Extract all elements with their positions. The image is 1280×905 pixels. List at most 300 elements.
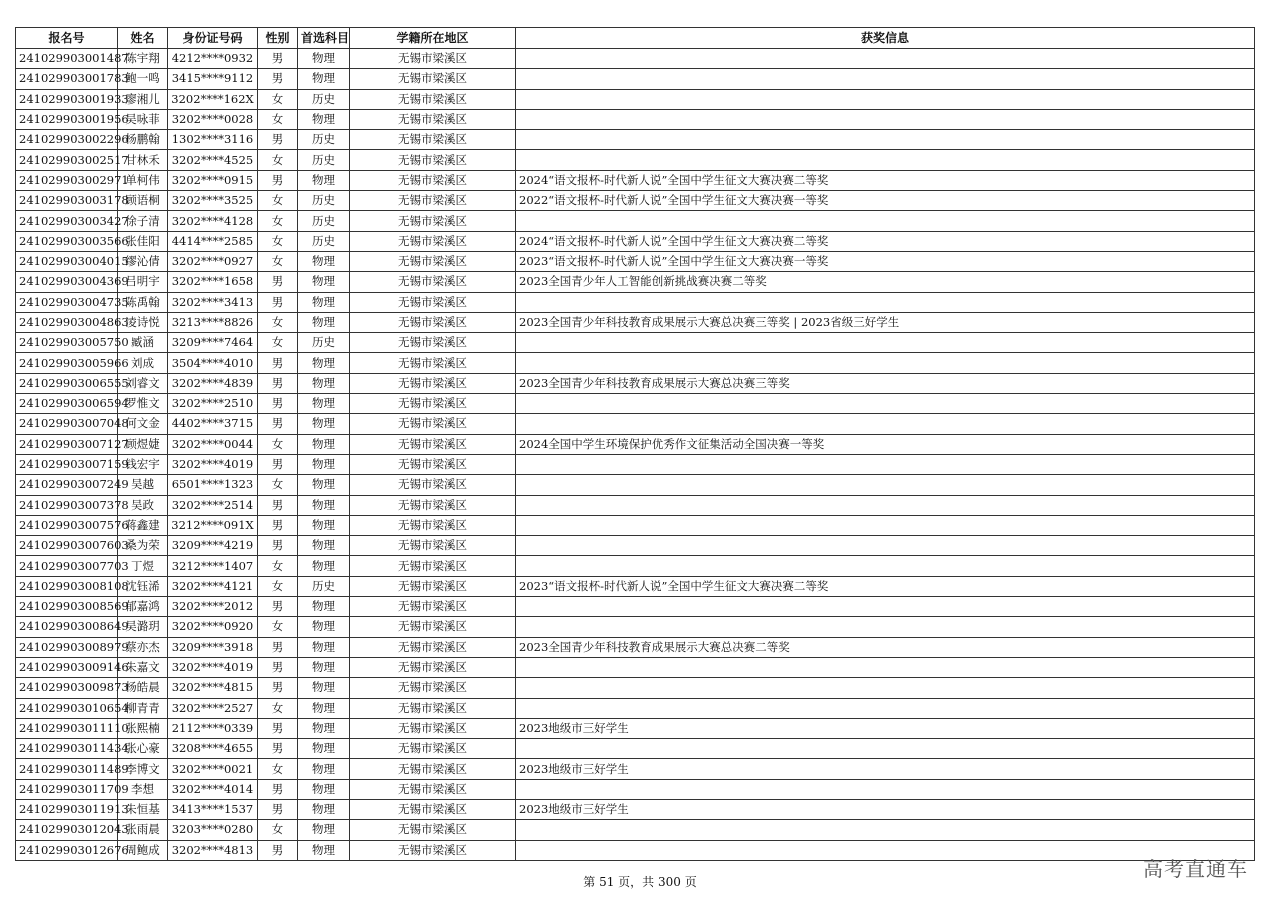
- cell-subject: 历史: [298, 89, 350, 109]
- cell-id-number: 6501****1323: [168, 475, 258, 495]
- table-row: [16, 434, 1255, 454]
- cell-region: 无锡市梁溪区: [350, 272, 516, 292]
- cell-gender: 女: [258, 191, 298, 211]
- cell-id-number: 3504****4010: [168, 353, 258, 373]
- cell-region: 无锡市梁溪区: [350, 89, 516, 109]
- cell-name: 蔡亦杰: [118, 637, 168, 657]
- header-region: 学籍所在地区: [350, 28, 516, 49]
- cell-name: 单柯伟: [118, 170, 168, 190]
- cell-awards: 2023全国青少年科技教育成果展示大赛总决赛三等奖 | 2023省级三好学生: [516, 312, 1255, 332]
- cell-awards: [516, 394, 1255, 414]
- cell-gender: 男: [258, 840, 298, 860]
- table-row: [16, 373, 1255, 393]
- cell-id-number: 2112****0339: [168, 718, 258, 738]
- cell-gender: 女: [258, 759, 298, 779]
- cell-subject: 物理: [298, 109, 350, 129]
- cell-awards: 2023“语文报杯-时代新人说”全国中学生征文大赛决赛二等奖: [516, 576, 1255, 596]
- cell-region: 无锡市梁溪区: [350, 840, 516, 860]
- cell-registration-no: 241029903008569: [16, 597, 118, 617]
- cell-name: 张心豪: [118, 739, 168, 759]
- cell-region: 无锡市梁溪区: [350, 779, 516, 799]
- table-row: [16, 109, 1255, 129]
- cell-region: 无锡市梁溪区: [350, 353, 516, 373]
- cell-subject: 物理: [298, 617, 350, 637]
- cell-name: 张佳阳: [118, 231, 168, 251]
- cell-name: 刘成: [118, 353, 168, 373]
- cell-subject: 物理: [298, 292, 350, 312]
- cell-region: 无锡市梁溪区: [350, 637, 516, 657]
- cell-registration-no: 241029903012676: [16, 840, 118, 860]
- cell-gender: 男: [258, 718, 298, 738]
- cell-id-number: 3213****8826: [168, 312, 258, 332]
- cell-name: 吴越: [118, 475, 168, 495]
- cell-gender: 女: [258, 475, 298, 495]
- cell-id-number: 4402****3715: [168, 414, 258, 434]
- cell-name: 罗惟文: [118, 394, 168, 414]
- header-registration-no: 报名号: [16, 28, 118, 49]
- cell-name: 周鲍成: [118, 840, 168, 860]
- cell-region: 无锡市梁溪区: [350, 312, 516, 332]
- cell-gender: 女: [258, 617, 298, 637]
- table-row: [16, 576, 1255, 596]
- cell-id-number: 3202****0920: [168, 617, 258, 637]
- cell-awards: [516, 69, 1255, 89]
- cell-id-number: 3202****4019: [168, 657, 258, 677]
- cell-name: 杨皓晨: [118, 678, 168, 698]
- cell-gender: 男: [258, 170, 298, 190]
- cell-name: 臧涵: [118, 333, 168, 353]
- cell-name: 凌诗悦: [118, 312, 168, 332]
- cell-name: 顾语桐: [118, 191, 168, 211]
- cell-gender: 女: [258, 556, 298, 576]
- cell-registration-no: 241029903004863: [16, 312, 118, 332]
- cell-id-number: 3202****4014: [168, 779, 258, 799]
- cell-id-number: 1302****3116: [168, 130, 258, 150]
- cell-awards: [516, 820, 1255, 840]
- cell-gender: 男: [258, 130, 298, 150]
- table-row: [16, 678, 1255, 698]
- cell-subject: 历史: [298, 211, 350, 231]
- table-row: [16, 312, 1255, 332]
- cell-awards: [516, 150, 1255, 170]
- table-row: [16, 799, 1255, 819]
- cell-registration-no: 241029903003427: [16, 211, 118, 231]
- cell-subject: 物理: [298, 394, 350, 414]
- cell-registration-no: 241029903006594: [16, 394, 118, 414]
- cell-gender: 男: [258, 799, 298, 819]
- cell-id-number: 3209****3918: [168, 637, 258, 657]
- cell-subject: 物理: [298, 495, 350, 515]
- cell-registration-no: 241029903009873: [16, 678, 118, 698]
- table-row: [16, 272, 1255, 292]
- table-row: [16, 617, 1255, 637]
- cell-gender: 男: [258, 69, 298, 89]
- cell-registration-no: 241029903003566: [16, 231, 118, 251]
- cell-registration-no: 241029903010654: [16, 698, 118, 718]
- cell-region: 无锡市梁溪区: [350, 597, 516, 617]
- cell-gender: 女: [258, 109, 298, 129]
- cell-gender: 女: [258, 150, 298, 170]
- cell-gender: 男: [258, 49, 298, 69]
- cell-name: 李博文: [118, 759, 168, 779]
- cell-subject: 物理: [298, 414, 350, 434]
- cell-awards: [516, 292, 1255, 312]
- table-row: [16, 515, 1255, 535]
- cell-name: 陈禹翰: [118, 292, 168, 312]
- cell-subject: 物理: [298, 373, 350, 393]
- cell-region: 无锡市梁溪区: [350, 475, 516, 495]
- cell-region: 无锡市梁溪区: [350, 170, 516, 190]
- cell-registration-no: 241029903008979: [16, 637, 118, 657]
- cell-name: 朱恒基: [118, 799, 168, 819]
- cell-id-number: 3202****4121: [168, 576, 258, 596]
- cell-name: 徐子清: [118, 211, 168, 231]
- cell-awards: [516, 49, 1255, 69]
- cell-subject: 物理: [298, 820, 350, 840]
- watermark-logo: 高考直通车: [1143, 857, 1248, 881]
- cell-awards: [516, 536, 1255, 556]
- table-row: [16, 191, 1255, 211]
- cell-name: 吴政: [118, 495, 168, 515]
- table-row: [16, 556, 1255, 576]
- cell-registration-no: 241029903008108: [16, 576, 118, 596]
- table-row: [16, 130, 1255, 150]
- cell-subject: 物理: [298, 49, 350, 69]
- cell-awards: 2024“语文报杯-时代新人说”全国中学生征文大赛决赛二等奖: [516, 231, 1255, 251]
- cell-registration-no: 241029903001487: [16, 49, 118, 69]
- cell-region: 无锡市梁溪区: [350, 454, 516, 474]
- cell-id-number: 3202****4839: [168, 373, 258, 393]
- cell-region: 无锡市梁溪区: [350, 109, 516, 129]
- cell-registration-no: 241029903008649: [16, 617, 118, 637]
- table-row: [16, 718, 1255, 738]
- cell-gender: 女: [258, 576, 298, 596]
- cell-region: 无锡市梁溪区: [350, 333, 516, 353]
- cell-name: 吴咏菲: [118, 109, 168, 129]
- header-awards: 获奖信息: [516, 28, 1255, 49]
- cell-awards: 2023“语文报杯-时代新人说”全国中学生征文大赛决赛一等奖: [516, 251, 1255, 271]
- table-row: [16, 840, 1255, 860]
- cell-awards: 2023全国青少年人工智能创新挑战赛决赛二等奖: [516, 272, 1255, 292]
- table-row: [16, 251, 1255, 271]
- cell-subject: 物理: [298, 739, 350, 759]
- cell-name: 张雨晨: [118, 820, 168, 840]
- cell-id-number: 3202****4815: [168, 678, 258, 698]
- cell-registration-no: 241029903011110: [16, 718, 118, 738]
- cell-registration-no: 241029903007159: [16, 454, 118, 474]
- cell-subject: 物理: [298, 779, 350, 799]
- table-row: [16, 89, 1255, 109]
- table-row: [16, 49, 1255, 69]
- cell-registration-no: 241029903004735: [16, 292, 118, 312]
- cell-subject: 物理: [298, 698, 350, 718]
- cell-subject: 物理: [298, 657, 350, 677]
- cell-awards: [516, 495, 1255, 515]
- cell-registration-no: 241029903006555: [16, 373, 118, 393]
- cell-registration-no: 241029903011913: [16, 799, 118, 819]
- header-row: [16, 28, 1255, 49]
- cell-subject: 物理: [298, 799, 350, 819]
- cell-name: 杨鹏翰: [118, 130, 168, 150]
- cell-name: 吴潞玥: [118, 617, 168, 637]
- cell-gender: 男: [258, 597, 298, 617]
- cell-id-number: 3209****4219: [168, 536, 258, 556]
- cell-registration-no: 241029903007127: [16, 434, 118, 454]
- cell-id-number: 3202****0927: [168, 251, 258, 271]
- cell-id-number: 3202****0028: [168, 109, 258, 129]
- cell-region: 无锡市梁溪区: [350, 251, 516, 271]
- cell-gender: 女: [258, 231, 298, 251]
- cell-gender: 男: [258, 536, 298, 556]
- cell-region: 无锡市梁溪区: [350, 698, 516, 718]
- cell-gender: 男: [258, 779, 298, 799]
- cell-awards: [516, 89, 1255, 109]
- cell-name: 沈钰浠: [118, 576, 168, 596]
- cell-registration-no: 241029903007703: [16, 556, 118, 576]
- cell-subject: 历史: [298, 231, 350, 251]
- cell-registration-no: 241029903007576: [16, 515, 118, 535]
- cell-id-number: 3202****2527: [168, 698, 258, 718]
- cell-id-number: 3202****3525: [168, 191, 258, 211]
- cell-id-number: 3202****4128: [168, 211, 258, 231]
- cell-gender: 男: [258, 394, 298, 414]
- cell-region: 无锡市梁溪区: [350, 130, 516, 150]
- cell-id-number: 3202****2514: [168, 495, 258, 515]
- cell-region: 无锡市梁溪区: [350, 536, 516, 556]
- cell-region: 无锡市梁溪区: [350, 191, 516, 211]
- cell-region: 无锡市梁溪区: [350, 678, 516, 698]
- cell-subject: 物理: [298, 597, 350, 617]
- table-row: [16, 454, 1255, 474]
- cell-gender: 女: [258, 312, 298, 332]
- cell-subject: 物理: [298, 272, 350, 292]
- cell-registration-no: 241029903004369: [16, 272, 118, 292]
- cell-gender: 男: [258, 515, 298, 535]
- cell-gender: 男: [258, 739, 298, 759]
- cell-name: 甘林禾: [118, 150, 168, 170]
- cell-gender: 男: [258, 657, 298, 677]
- cell-awards: 2023全国青少年科技教育成果展示大赛总决赛三等奖: [516, 373, 1255, 393]
- cell-awards: 2023地级市三好学生: [516, 799, 1255, 819]
- table-row: [16, 495, 1255, 515]
- cell-subject: 物理: [298, 475, 350, 495]
- cell-gender: 男: [258, 678, 298, 698]
- cell-subject: 物理: [298, 637, 350, 657]
- cell-name: 缪沁倩: [118, 251, 168, 271]
- cell-name: 吕明宇: [118, 272, 168, 292]
- cell-region: 无锡市梁溪区: [350, 515, 516, 535]
- cell-region: 无锡市梁溪区: [350, 556, 516, 576]
- cell-gender: 男: [258, 637, 298, 657]
- cell-name: 李想: [118, 779, 168, 799]
- cell-region: 无锡市梁溪区: [350, 49, 516, 69]
- cell-region: 无锡市梁溪区: [350, 759, 516, 779]
- cell-registration-no: 241029903005750: [16, 333, 118, 353]
- cell-id-number: 3202****4525: [168, 150, 258, 170]
- cell-awards: [516, 657, 1255, 677]
- cell-awards: [516, 109, 1255, 129]
- cell-awards: [516, 739, 1255, 759]
- cell-region: 无锡市梁溪区: [350, 495, 516, 515]
- cell-region: 无锡市梁溪区: [350, 657, 516, 677]
- cell-gender: 女: [258, 333, 298, 353]
- cell-subject: 物理: [298, 515, 350, 535]
- cell-gender: 男: [258, 292, 298, 312]
- cell-gender: 男: [258, 373, 298, 393]
- cell-awards: [516, 353, 1255, 373]
- cell-id-number: 3202****162X: [168, 89, 258, 109]
- cell-id-number: 3208****4655: [168, 739, 258, 759]
- cell-subject: 物理: [298, 556, 350, 576]
- cell-awards: [516, 454, 1255, 474]
- cell-gender: 女: [258, 698, 298, 718]
- cell-subject: 物理: [298, 69, 350, 89]
- table-body: [16, 49, 1255, 861]
- cell-registration-no: 241029903009146: [16, 657, 118, 677]
- cell-subject: 历史: [298, 333, 350, 353]
- cell-id-number: 3415****9112: [168, 69, 258, 89]
- cell-subject: 物理: [298, 251, 350, 271]
- table-row: [16, 394, 1255, 414]
- cell-gender: 男: [258, 272, 298, 292]
- cell-name: 陈宇翔: [118, 49, 168, 69]
- cell-awards: [516, 475, 1255, 495]
- cell-subject: 物理: [298, 759, 350, 779]
- cell-region: 无锡市梁溪区: [350, 69, 516, 89]
- table-row: [16, 150, 1255, 170]
- cell-name: 桑为荣: [118, 536, 168, 556]
- cell-id-number: 3209****7464: [168, 333, 258, 353]
- cell-gender: 女: [258, 251, 298, 271]
- cell-registration-no: 241029903007378: [16, 495, 118, 515]
- cell-awards: 2024“语文报杯-时代新人说”全国中学生征文大赛决赛二等奖: [516, 170, 1255, 190]
- cell-awards: [516, 617, 1255, 637]
- cell-subject: 物理: [298, 678, 350, 698]
- cell-subject: 物理: [298, 434, 350, 454]
- cell-awards: [516, 515, 1255, 535]
- cell-gender: 男: [258, 454, 298, 474]
- cell-subject: 物理: [298, 840, 350, 860]
- cell-name: 钱宏宇: [118, 454, 168, 474]
- cell-gender: 男: [258, 414, 298, 434]
- cell-gender: 男: [258, 353, 298, 373]
- cell-awards: [516, 333, 1255, 353]
- table-row: [16, 211, 1255, 231]
- cell-region: 无锡市梁溪区: [350, 718, 516, 738]
- cell-gender: 女: [258, 434, 298, 454]
- cell-id-number: 3202****1658: [168, 272, 258, 292]
- cell-id-number: 3202****4813: [168, 840, 258, 860]
- table-row: [16, 597, 1255, 617]
- cell-awards: [516, 597, 1255, 617]
- cell-registration-no: 241029903001783: [16, 69, 118, 89]
- cell-name: 刘睿文: [118, 373, 168, 393]
- cell-awards: 2024全国中学生环境保护优秀作文征集活动全国决赛一等奖: [516, 434, 1255, 454]
- cell-id-number: 3202****2012: [168, 597, 258, 617]
- page-number: 第 51 页，共 300 页: [583, 875, 697, 889]
- cell-registration-no: 241029903007048: [16, 414, 118, 434]
- cell-id-number: 3413****1537: [168, 799, 258, 819]
- cell-gender: 男: [258, 495, 298, 515]
- cell-gender: 女: [258, 89, 298, 109]
- cell-registration-no: 241029903005966: [16, 353, 118, 373]
- cell-id-number: 3202****0021: [168, 759, 258, 779]
- table-row: [16, 779, 1255, 799]
- cell-name: 朱嘉文: [118, 657, 168, 677]
- table-row: [16, 353, 1255, 373]
- cell-awards: 2023地级市三好学生: [516, 718, 1255, 738]
- cell-registration-no: 241029903012043: [16, 820, 118, 840]
- cell-awards: 2022“语文报杯-时代新人说”全国中学生征文大赛决赛一等奖: [516, 191, 1255, 211]
- cell-subject: 物理: [298, 454, 350, 474]
- cell-subject: 历史: [298, 130, 350, 150]
- cell-awards: [516, 698, 1255, 718]
- cell-id-number: 3212****091X: [168, 515, 258, 535]
- cell-subject: 物理: [298, 718, 350, 738]
- table-row: [16, 333, 1255, 353]
- cell-awards: [516, 211, 1255, 231]
- table-row: [16, 739, 1255, 759]
- cell-region: 无锡市梁溪区: [350, 617, 516, 637]
- cell-region: 无锡市梁溪区: [350, 150, 516, 170]
- cell-registration-no: 241029903011709: [16, 779, 118, 799]
- cell-id-number: 3202****2510: [168, 394, 258, 414]
- cell-region: 无锡市梁溪区: [350, 414, 516, 434]
- header-subject: 首选科目: [298, 28, 350, 49]
- cell-registration-no: 241029903003178: [16, 191, 118, 211]
- cell-registration-no: 241029903002971: [16, 170, 118, 190]
- cell-registration-no: 241029903011434: [16, 739, 118, 759]
- cell-id-number: 4414****2585: [168, 231, 258, 251]
- table-row: [16, 820, 1255, 840]
- cell-name: 何文金: [118, 414, 168, 434]
- cell-region: 无锡市梁溪区: [350, 576, 516, 596]
- header-name: 姓名: [118, 28, 168, 49]
- cell-subject: 历史: [298, 576, 350, 596]
- cell-region: 无锡市梁溪区: [350, 434, 516, 454]
- cell-region: 无锡市梁溪区: [350, 373, 516, 393]
- table-row: [16, 637, 1255, 657]
- table-row: [16, 657, 1255, 677]
- cell-registration-no: 241029903001933: [16, 89, 118, 109]
- cell-awards: [516, 130, 1255, 150]
- cell-id-number: 3202****0915: [168, 170, 258, 190]
- cell-id-number: 3202****0044: [168, 434, 258, 454]
- cell-subject: 物理: [298, 536, 350, 556]
- cell-registration-no: 241029903002296: [16, 130, 118, 150]
- cell-id-number: 3203****0280: [168, 820, 258, 840]
- cell-name: 顾煜婕: [118, 434, 168, 454]
- cell-registration-no: 241029903011489: [16, 759, 118, 779]
- cell-name: 柳青青: [118, 698, 168, 718]
- table-row: [16, 698, 1255, 718]
- cell-awards: 2023全国青少年科技教育成果展示大赛总决赛二等奖: [516, 637, 1255, 657]
- cell-subject: 历史: [298, 150, 350, 170]
- cell-registration-no: 241029903001956: [16, 109, 118, 129]
- header-gender: 性别: [258, 28, 298, 49]
- table-row: [16, 475, 1255, 495]
- table-row: [16, 69, 1255, 89]
- table-row: [16, 292, 1255, 312]
- cell-region: 无锡市梁溪区: [350, 394, 516, 414]
- cell-awards: [516, 678, 1255, 698]
- table-row: [16, 170, 1255, 190]
- cell-registration-no: 241029903007603: [16, 536, 118, 556]
- cell-region: 无锡市梁溪区: [350, 292, 516, 312]
- table-row: [16, 231, 1255, 251]
- cell-subject: 历史: [298, 191, 350, 211]
- roster-table: [15, 27, 1255, 861]
